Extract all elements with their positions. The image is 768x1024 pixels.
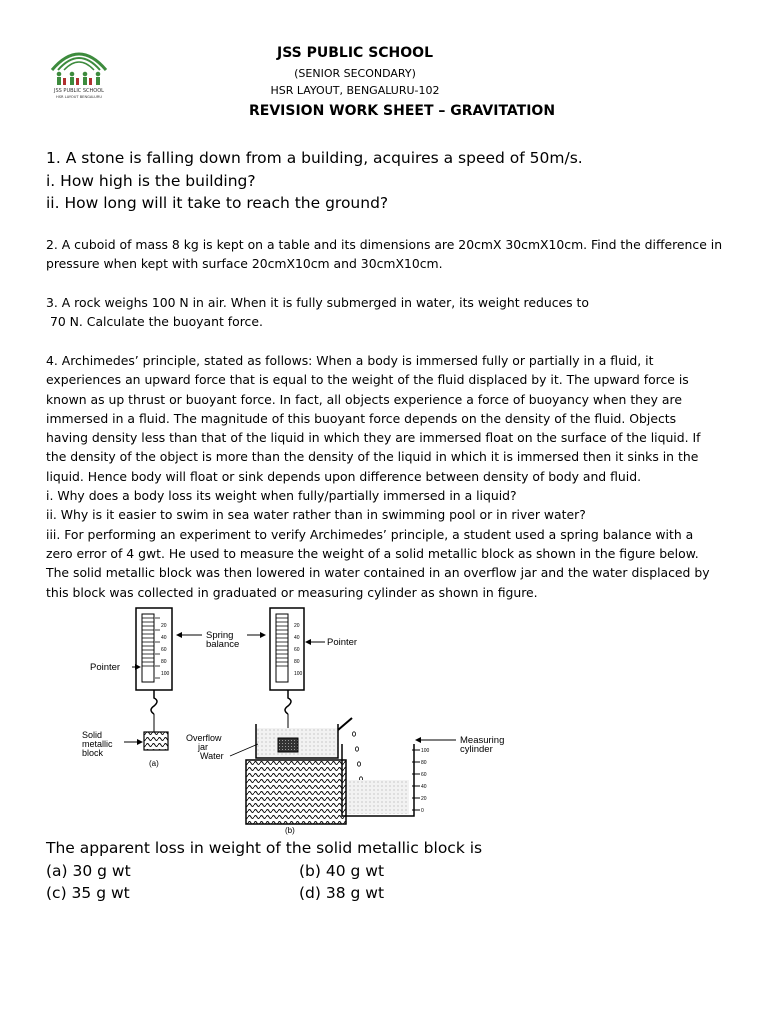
svg-text:HSR LAYOUT BENGALURU: HSR LAYOUT BENGALURU bbox=[56, 95, 102, 99]
svg-text:40: 40 bbox=[294, 635, 300, 641]
question-4-line: i. Why does a body loss its weight when fully/partially immersed in a liquid? bbox=[46, 488, 517, 504]
question-4-line: liquid. Hence body will float or sink depends upon difference between density of body and fluid. bbox=[46, 468, 642, 484]
svg-text:Water: Water bbox=[200, 751, 224, 761]
question-4-line: known as up thrust or buoyant force. In fact, all objects experience a force of buoyancy when they are bbox=[46, 391, 682, 407]
svg-text:block: block bbox=[82, 748, 104, 758]
option-d: (d) 38 g wt bbox=[299, 884, 385, 902]
school-logo bbox=[46, 40, 112, 102]
mcq-row-2 bbox=[46, 882, 482, 905]
question-2 bbox=[46, 235, 726, 274]
svg-text:40: 40 bbox=[421, 784, 427, 790]
question-1-part-ii: ii. How long will it take to reach the ground? bbox=[46, 194, 389, 212]
svg-text:40: 40 bbox=[161, 635, 167, 641]
svg-text:80: 80 bbox=[161, 659, 167, 665]
svg-text:jar: jar bbox=[198, 742, 209, 752]
svg-text:60: 60 bbox=[161, 647, 167, 653]
question-4-line: zero error of 4 gwt. He used to measure the weight of a solid metallic block as shown in the figure below. bbox=[46, 545, 699, 561]
school-logo-image bbox=[46, 40, 112, 102]
option-b: (b) 40 g wt bbox=[299, 861, 385, 880]
question-3-line: 70 N. Calculate the buoyant force. bbox=[46, 314, 263, 330]
svg-text:100: 100 bbox=[421, 748, 430, 754]
question-4-line: experiences an upward force that is equal to the weight of the fluid displaced by it. The upward force is bbox=[46, 372, 689, 388]
mcq-block bbox=[46, 837, 482, 905]
question-1 bbox=[46, 147, 583, 215]
wooden-stand bbox=[246, 760, 346, 824]
svg-text:Pointer: Pointer bbox=[327, 637, 358, 648]
question-4-line: immersed in a fluid. The magnitude of this buoyant force depends on the density of the fluid. Objects bbox=[46, 410, 677, 426]
option-a: (a) 30 g wt bbox=[46, 861, 131, 880]
svg-text:Solid: Solid bbox=[82, 730, 103, 740]
svg-text:Spring: Spring bbox=[206, 630, 234, 641]
question-2-line: pressure when kept with surface 20cmX10cm and 30cmX10cm. bbox=[46, 256, 443, 272]
mcq-row-1 bbox=[46, 860, 482, 883]
svg-text:100: 100 bbox=[294, 671, 303, 677]
svg-text:80: 80 bbox=[294, 659, 300, 665]
overflow-jar bbox=[256, 718, 352, 758]
svg-text:60: 60 bbox=[294, 647, 300, 653]
spring-balance-a bbox=[136, 608, 172, 750]
question-3 bbox=[46, 293, 726, 332]
worksheet-title: REVISION WORK SHEET – GRAVITATION bbox=[249, 103, 556, 119]
svg-text:20: 20 bbox=[421, 796, 427, 802]
archimedes-diagram bbox=[80, 604, 520, 836]
svg-text:cylinder: cylinder bbox=[460, 744, 493, 755]
svg-text:Pointer: Pointer bbox=[90, 662, 121, 673]
svg-text:Measuring: Measuring bbox=[460, 735, 505, 746]
svg-text:80: 80 bbox=[421, 760, 427, 766]
svg-text:(a): (a) bbox=[149, 759, 159, 768]
school-address: HSR LAYOUT, BENGALURU-102 bbox=[270, 84, 440, 97]
school-level: (SENIOR SECONDARY) bbox=[294, 67, 416, 80]
svg-text:20: 20 bbox=[294, 623, 300, 629]
svg-text:balance: balance bbox=[206, 639, 240, 650]
question-1-stem: 1. A stone is falling down from a building, acquires a speed of 50m/s. bbox=[46, 149, 583, 167]
svg-text:60: 60 bbox=[421, 772, 427, 778]
svg-text:metallic: metallic bbox=[82, 739, 113, 749]
question-1-part-i: i. How high is the building? bbox=[46, 171, 256, 190]
school-name: JSS PUBLIC SCHOOL bbox=[277, 45, 433, 61]
svg-text:100: 100 bbox=[161, 671, 170, 677]
question-3-line: 3. A rock weighs 100 N in air. When it is fully submerged in water, its weight reduces to bbox=[46, 295, 589, 310]
svg-text:(b): (b) bbox=[285, 826, 295, 835]
question-4-line: 4. Archimedes’ principle, stated as follows: When a body is immersed fully or partially in a fluid, it bbox=[46, 353, 654, 368]
question-4-line: having density less than that of the liquid in which they are immersed float on the surface of the liquid. If bbox=[46, 430, 701, 446]
measuring-cylinder bbox=[342, 744, 430, 816]
question-4-line: iii. For performing an experiment to verify Archimedes’ principle, a student used a spring balance with a bbox=[46, 526, 694, 542]
spring-balance-b bbox=[270, 608, 304, 738]
mcq-stem: The apparent loss in weight of the solid metallic block is bbox=[46, 839, 483, 857]
question-2-line: 2. A cuboid of mass 8 kg is kept on a table and its dimensions are 20cmX 30cmX10cm. Find the difference in bbox=[46, 237, 723, 252]
svg-text:Overflow: Overflow bbox=[186, 733, 222, 743]
question-4-line: The solid metallic block was then lowered in water contained in an overflow jar and the water displaced by bbox=[46, 565, 710, 581]
option-c: (c) 35 g wt bbox=[46, 884, 130, 902]
question-4 bbox=[46, 351, 726, 602]
archimedes-figure bbox=[80, 604, 520, 836]
question-4-line: the density of the object is more than the density of the liquid in which it is immersed then it sinks in the bbox=[46, 449, 699, 465]
svg-text:JSS PUBLIC SCHOOL: JSS PUBLIC SCHOOL bbox=[54, 88, 104, 94]
svg-text:20: 20 bbox=[161, 623, 167, 629]
svg-text:0: 0 bbox=[421, 808, 424, 814]
question-4-line: ii. Why is it easier to swim in sea water rather than in swimming pool or in river water? bbox=[46, 507, 586, 523]
question-4-line: this block was collected in graduated or measuring cylinder as shown in figure. bbox=[46, 584, 538, 600]
